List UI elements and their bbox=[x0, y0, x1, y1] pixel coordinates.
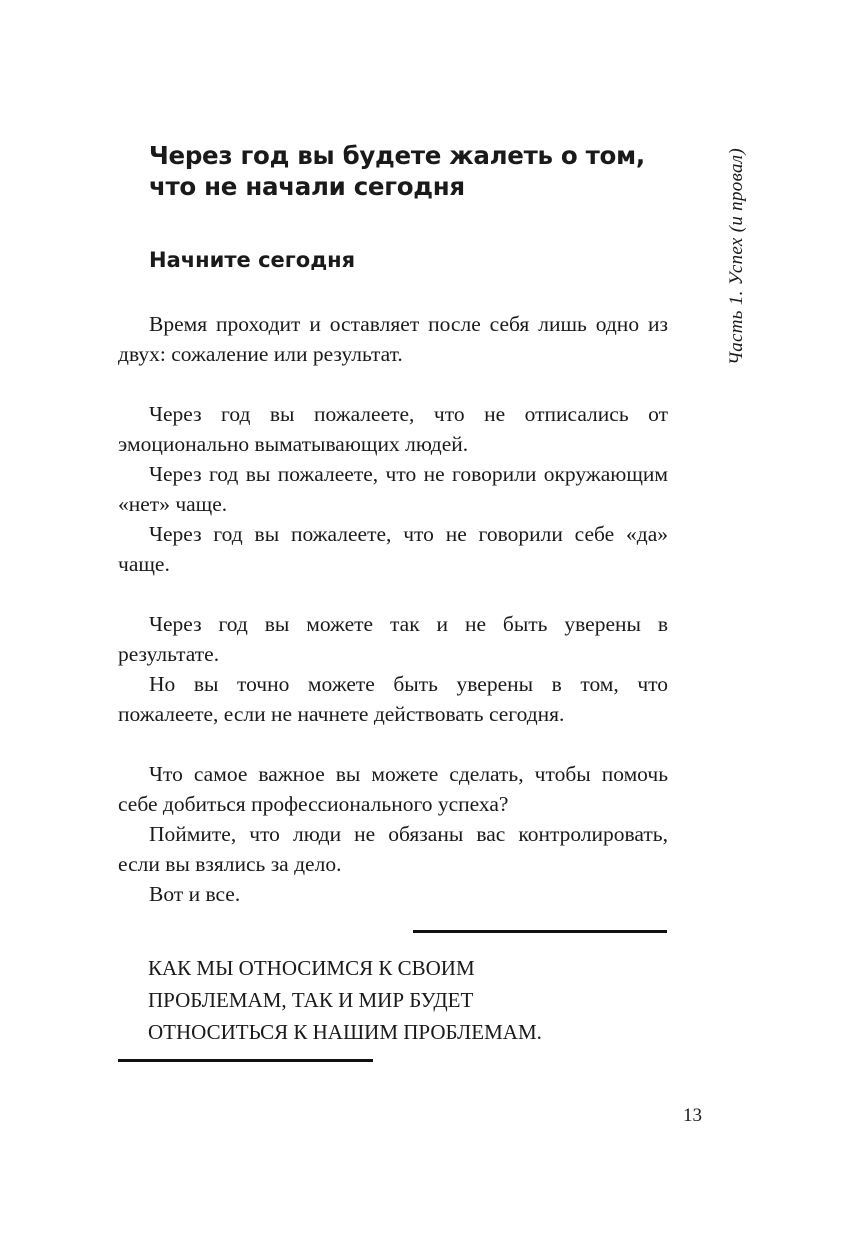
paragraph-group-1 bbox=[118, 309, 668, 369]
paragraph: Но вы точно можете быть уверены в том, что пожалеете, если не начнете действовать сегодня. bbox=[118, 672, 668, 726]
paragraph: Через год вы можете так и не быть уверены в результате. bbox=[118, 612, 668, 666]
paragraph: Поймите, что люди не обязаны вас контролировать, если вы взялись за дело. bbox=[118, 822, 668, 876]
paragraph: Время проходит и оставляет после себя лишь одно из двух: сожаление или результат. bbox=[118, 312, 668, 366]
paragraph-group-4 bbox=[118, 759, 668, 909]
paragraph: Что самое важное вы можете сделать, чтобы помочь себе добиться профессионального успеха? bbox=[118, 762, 668, 816]
paragraph: Через год вы пожалеете, что не говорили себе «да» чаще. bbox=[118, 522, 668, 576]
quote-line: ПРОБЛЕМАМ, ТАК И МИР БУДЕТ bbox=[148, 988, 474, 1012]
paragraph: Через год вы пожалеете, что не говорили окружающим «нет» чаще. bbox=[118, 462, 668, 516]
running-head-text: Часть 1. Успех (и провал) bbox=[726, 148, 747, 366]
paragraph-group-2 bbox=[118, 399, 668, 579]
quote-top-rule bbox=[413, 930, 667, 933]
quote-bottom-rule bbox=[118, 1059, 373, 1062]
pull-quote bbox=[148, 952, 668, 1048]
quote-line: ОТНОСИТЬСЯ К НАШИМ ПРОБЛЕМАМ. bbox=[148, 1020, 542, 1044]
running-head bbox=[722, 148, 752, 373]
page-number: 13 bbox=[683, 1105, 702, 1126]
paragraph: Вот и все. bbox=[149, 882, 241, 906]
page-content bbox=[118, 140, 668, 909]
chapter-heading: Через год вы будете жалеть о том, что не начали сегодня bbox=[149, 141, 645, 201]
quote-line: КАК МЫ ОТНОСИМСЯ К СВОИМ bbox=[148, 956, 475, 980]
section-subheading: Начните сегодня bbox=[149, 248, 356, 272]
paragraph: Через год вы пожалеете, что не отписались от эмоционально выматывающих людей. bbox=[118, 402, 668, 456]
paragraph-group-3 bbox=[118, 609, 668, 729]
